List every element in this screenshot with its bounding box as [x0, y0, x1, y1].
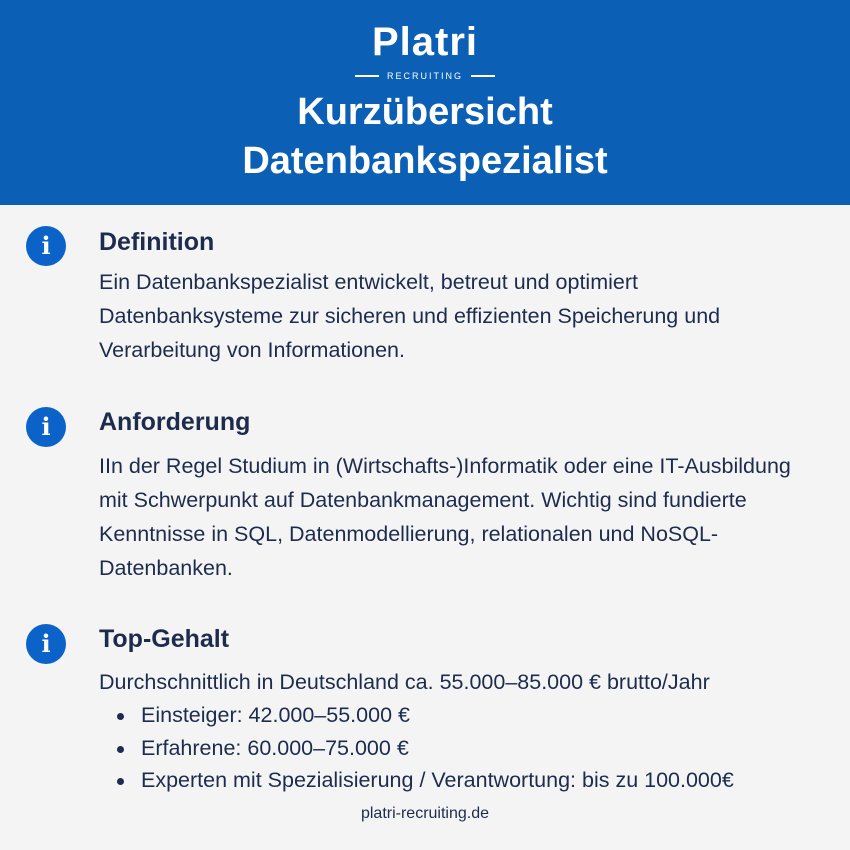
list-item: Experten mit Spezialisierung / Verantwortung: bis zu 100.000€ — [99, 764, 734, 797]
logo-line-right — [471, 75, 495, 77]
logo-wordmark: Platri — [371, 20, 479, 64]
title-line-2: Datenbankspezialist — [242, 140, 608, 182]
info-icon: i — [26, 226, 66, 266]
logo-line-left — [355, 75, 379, 77]
section-heading: Anforderung — [99, 408, 251, 436]
section-text: Ein Datenbankspezialist entwickelt, betreut und optimiert Datenbanksysteme zur sicheren und effizienten Speicherung und Verarbeitung von Informationen. — [99, 270, 721, 362]
info-icon: i — [26, 407, 66, 447]
logo-subtitle — [355, 70, 495, 82]
section-text: Durchschnittlich in Deutschland ca. 55.000–85.000 € brutto/Jahr — [99, 670, 710, 694]
footer-url: platri-recruiting.de — [360, 805, 490, 822]
list-item: Erfahrene: 60.000–75.000 € — [99, 732, 734, 765]
section-text: IIn der Regel Studium in (Wirtschafts-)Informatik oder eine IT-Ausbildung mit Schwerpunkt auf Datenbankmanagement. Wichtig sind fundierte Kenntnisse in SQL, Datenmodellierung, relationalen und NoSQL-Datenbanken. — [99, 454, 791, 580]
platri-logo — [0, 20, 850, 82]
header-banner — [0, 0, 850, 205]
salary-list — [99, 699, 734, 797]
list-item: Einsteiger: 42.000–55.000 € — [99, 699, 734, 732]
info-icon: i — [26, 624, 66, 664]
title-line-1: Kurzübersicht — [297, 91, 553, 133]
section-heading: Definition — [99, 228, 215, 256]
logo-subtitle-text: RECRUITING — [387, 71, 463, 81]
section-heading: Top-Gehalt — [99, 625, 230, 653]
page-title — [0, 88, 850, 186]
